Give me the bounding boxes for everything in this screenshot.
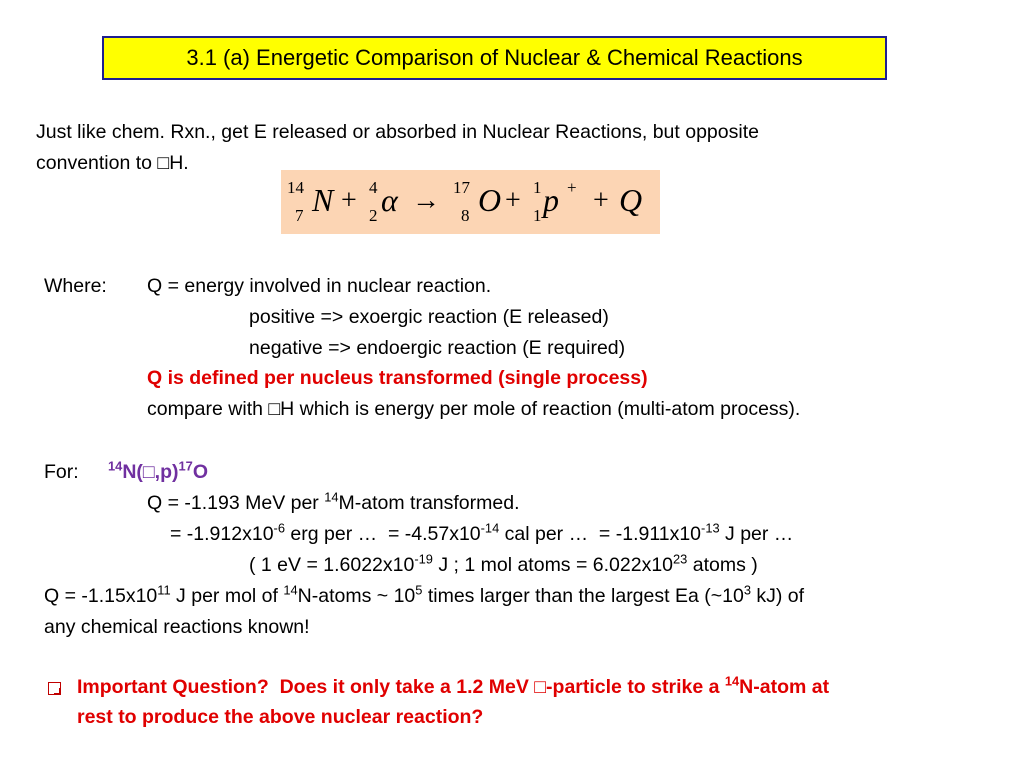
where-label: Where: [44, 275, 107, 297]
proton-atomic-number: 1 [533, 206, 542, 225]
avogadro-exp: 23 [673, 551, 688, 567]
conversion-cal: erg per … = -4.57x10 [284, 523, 481, 545]
molar-ea-exp: 3 [743, 582, 751, 598]
reaction-end: O [192, 461, 208, 483]
reaction-notation [108, 458, 208, 484]
ev-conversion-line [249, 551, 758, 577]
conversion-erg-exp: -6 [273, 520, 285, 536]
where-line-1: Q = energy involved in nuclear reaction. [147, 275, 492, 297]
reaction-middle: N(□,p) [122, 461, 179, 483]
slide-title-text: 3.1 (a) Energetic Comparison of Nuclear & Chemical Reactions [186, 44, 803, 70]
oxygen-symbol: O [478, 182, 502, 218]
conversion-joule-exp: -13 [701, 520, 720, 536]
where-line-2: positive => exoergic reaction (E released) [249, 306, 609, 328]
molar-ratio-exp: 5 [415, 582, 423, 598]
slide-title [102, 36, 887, 80]
plus-sign-3: + [593, 185, 609, 216]
reaction-o-mass: 17 [178, 458, 193, 474]
avogadro-value: J ; 1 mol atoms = 6.022x10 [432, 554, 674, 576]
where-line-4-emphasis: Q is defined per nucleus transformed (single process) [147, 367, 648, 389]
intro-line-1: Just like chem. Rxn., get E released or absorbed in Nuclear Reactions, but opposite [36, 121, 759, 143]
question-n-mass: 14 [724, 673, 740, 689]
ev-exp: -19 [414, 551, 433, 567]
question-text-2: N-atom at [739, 676, 830, 698]
conversion-erg: = -1.912x10 [170, 523, 274, 545]
alpha-symbol: α [381, 182, 398, 218]
molar-ea: times larger than the largest Ea (~10 [422, 585, 744, 607]
molar-q-exp: 11 [157, 582, 171, 598]
q-value-prefix: Q = -1.193 MeV per [147, 492, 325, 514]
question-text-1: Important Question? Does it only take a 1.2 MeV □-particle to strike a [77, 676, 725, 698]
molar-q-value: Q = -1.15x10 [44, 585, 158, 607]
reaction-arrow: → [412, 185, 440, 216]
where-line-3: negative => endoergic reaction (E required) [249, 337, 626, 359]
conversion-joule-unit: J per … [719, 523, 794, 545]
molar-ratio: N-atoms ~ 10 [297, 585, 416, 607]
conversion-line [170, 520, 794, 546]
molar-n-mass: 14 [283, 582, 298, 598]
nitrogen-atomic-number: 7 [295, 206, 304, 225]
nitrogen-symbol: N [312, 182, 334, 218]
oxygen-atomic-number: 8 [461, 206, 470, 225]
proton-charge: + [567, 178, 577, 197]
question-line-2: rest to produce the above nuclear reaction? [77, 706, 484, 728]
molar-q-line [44, 582, 805, 608]
avogadro-unit: atoms ) [687, 554, 758, 576]
ev-value: ( 1 eV = 1.6022x10 [249, 554, 415, 576]
for-label: For: [44, 461, 79, 483]
q-value-line [147, 489, 520, 515]
where-line-5: compare with □H which is energy per mole of reaction (multi-atom process). [147, 398, 801, 420]
proton-symbol: p [543, 182, 559, 218]
oxygen-mass-number: 17 [453, 178, 470, 197]
nuclear-equation [281, 170, 660, 234]
alpha-atomic-number: 2 [369, 206, 378, 225]
nuclear-equation-box [281, 170, 660, 234]
molar-q-line-2: any chemical reactions known! [44, 616, 310, 638]
q-symbol: Q [619, 182, 643, 218]
question-bullet-icon [48, 682, 61, 695]
nitrogen-mass-number: 14 [287, 178, 304, 197]
molar-q-unit: J per mol of [170, 585, 284, 607]
proton-mass-number: 1 [533, 178, 542, 197]
plus-sign-2: + [505, 185, 521, 216]
conversion-cal-exp: -14 [480, 520, 500, 536]
conversion-joule: cal per … = -1.911x10 [499, 523, 702, 545]
molar-ea-unit: kJ) of [750, 585, 805, 607]
reaction-n-mass: 14 [108, 458, 123, 474]
q-value-sup: 14 [324, 489, 339, 505]
plus-sign-1: + [341, 185, 357, 216]
alpha-mass-number: 4 [369, 178, 378, 197]
intro-line-2: convention to □H. [36, 152, 189, 174]
q-value-suffix: M-atom transformed. [338, 492, 520, 514]
question-line-1 [77, 673, 830, 699]
